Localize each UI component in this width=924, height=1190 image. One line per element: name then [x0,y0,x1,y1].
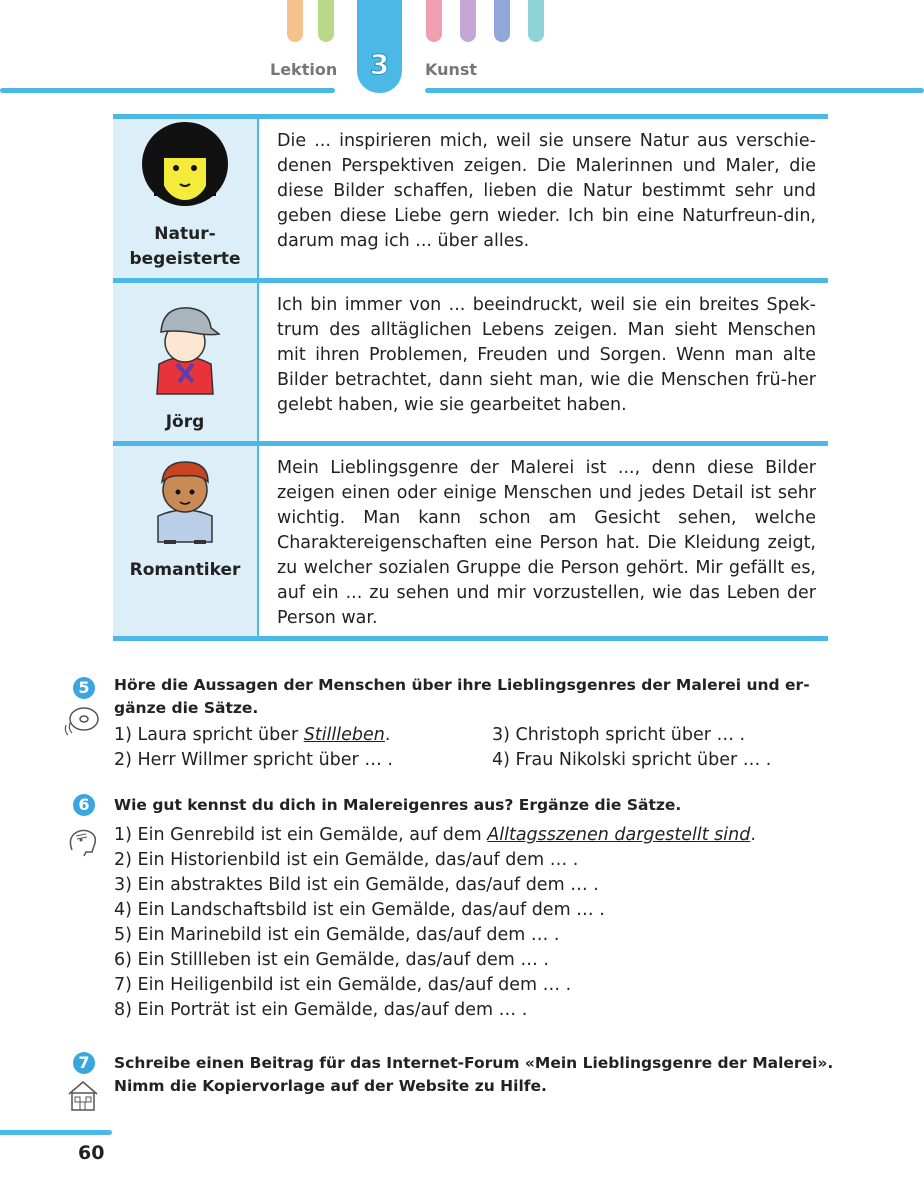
opinions-table [113,114,828,641]
exercise-title-line2: Nimm die Kopiervorlage auf der Website zu Hilfe. [114,1077,547,1095]
exercise-items [114,723,834,773]
exercise-title: Wie gut kennst du dich in Malereigenres aus? Ergänze die Sätze. [114,796,682,814]
boy-cap-icon [149,298,221,398]
footer-rule [0,1130,112,1135]
exercise-7 [114,1052,834,1098]
list-item: 4) Ein Landschaftsbild ist ein Gemälde, das/auf dem … . [114,900,605,920]
list-item: 5) Ein Marinebild ist ein Gemälde, das/auf dem … . [114,925,560,945]
item-text: 1) Ein Genrebild ist ein Gemälde, auf dem [114,825,488,845]
list-item: 2) Herr Willmer spricht über … . [114,750,393,770]
exercise-title-line1: Schreibe einen Beitrag für das Internet-Forum «Mein Lieblingsgenre der Malerei». [114,1054,834,1072]
person-name: Romantiker [129,560,241,580]
header-rule-left [0,88,335,93]
exercise-title: Höre die Aussagen der Menschen über ihre Lieblingsgenres der Malerei und er-gänze die Sätze. [114,676,810,717]
house-website-icon [66,1078,100,1112]
girl-black-hair-icon [140,122,230,208]
exercise-6 [114,794,834,1023]
thinking-head-icon [66,826,100,858]
items-column [492,723,771,773]
exercise-5 [114,674,834,773]
exercise-number: 5 [73,677,95,699]
list-item: 4) Frau Nikolski spricht über … . [492,750,772,770]
header-rule-right [425,88,924,93]
color-tab [318,0,334,42]
list-item [114,723,492,748]
person-name [129,222,240,272]
color-tab [287,0,303,42]
person-cell [113,119,259,278]
table-row [113,441,828,641]
answer-example: Stillleben [303,725,385,745]
item-end: . [750,825,756,845]
exercise-number: 6 [73,794,95,816]
person-cell [113,283,259,441]
list-item: 3) Ein abstraktes Bild ist ein Gemälde, das/auf dem … . [114,875,599,895]
item-text: 1) Laura spricht über [114,725,304,745]
color-tab [528,0,544,42]
boy-curly-hair-icon [150,454,220,546]
lesson-label: Lektion [270,60,338,79]
opinion-text: Mein Lieblingsgenre der Malerei ist ..., denn diese Bilder zeigen einen oder einige Menschen und jedes Detail ist sehr wichtig. Man kann schon am Gesicht sehen, welche Charaktereigenschaften eine Person hat. Die Kleidung zeigt, zu welcher sozialen Gruppe die Person gehört. Mir gefällt es, auf ein ... zu sehen und mir vorzustellen, wie das Leben der Person war. [277,458,816,628]
list-item: 2) Ein Historienbild ist ein Gemälde, das/auf dem … . [114,850,579,870]
cd-audio-icon [62,705,102,737]
list-item [114,823,834,848]
opinion-text: Die ... inspirieren mich, weil sie unsere Natur aus verschie-denen Perspektiven zeigen. Die Malerinnen und Maler, die diese Bilder schaffen, lieben die Natur bestimmt sehr und geben diese Liebe gern wieder. Ich bin eine Naturfreun-din, darum mag ich ... über alles. [277,131,816,251]
color-tab [494,0,510,42]
topic-label: Kunst [425,60,478,79]
list-item: 6) Ein Stillleben ist ein Gemälde, das/auf dem … . [114,950,549,970]
opinion-text: Ich bin immer von ... beeindruckt, weil sie ein breites Spek-trum des alltäglichen Lebens zeigen. Man sieht Menschen mit ihren Problemen, Freuden und Sorgen. Wenn man alte Bilder betrachtet, dann sieht man, wie die Menschen frü-her gelebt haben, wie sie gearbeitet haben. [277,295,816,415]
table-row [113,278,828,441]
answer-example: Alltagsszenen dargestellt sind [487,825,751,845]
lesson-number: 3 [369,48,390,81]
person-name-text: Natur- begeisterte [129,224,241,269]
color-tab [460,0,476,42]
list-item: 7) Ein Heiligenbild ist ein Gemälde, das/auf dem … . [114,975,572,995]
color-tab [426,0,442,42]
items-column [114,723,492,773]
list-item: 8) Ein Porträt ist ein Gemälde, das/auf dem … . [114,1000,528,1020]
table-row [113,114,828,278]
exercise-number: 7 [73,1052,95,1074]
list-item: 3) Christoph spricht über … . [492,725,746,745]
exercise-items [114,823,834,1023]
page-number: 60 [78,1142,105,1164]
item-end: . [384,725,391,745]
person-name: Jörg [165,412,205,432]
person-cell [113,446,259,636]
